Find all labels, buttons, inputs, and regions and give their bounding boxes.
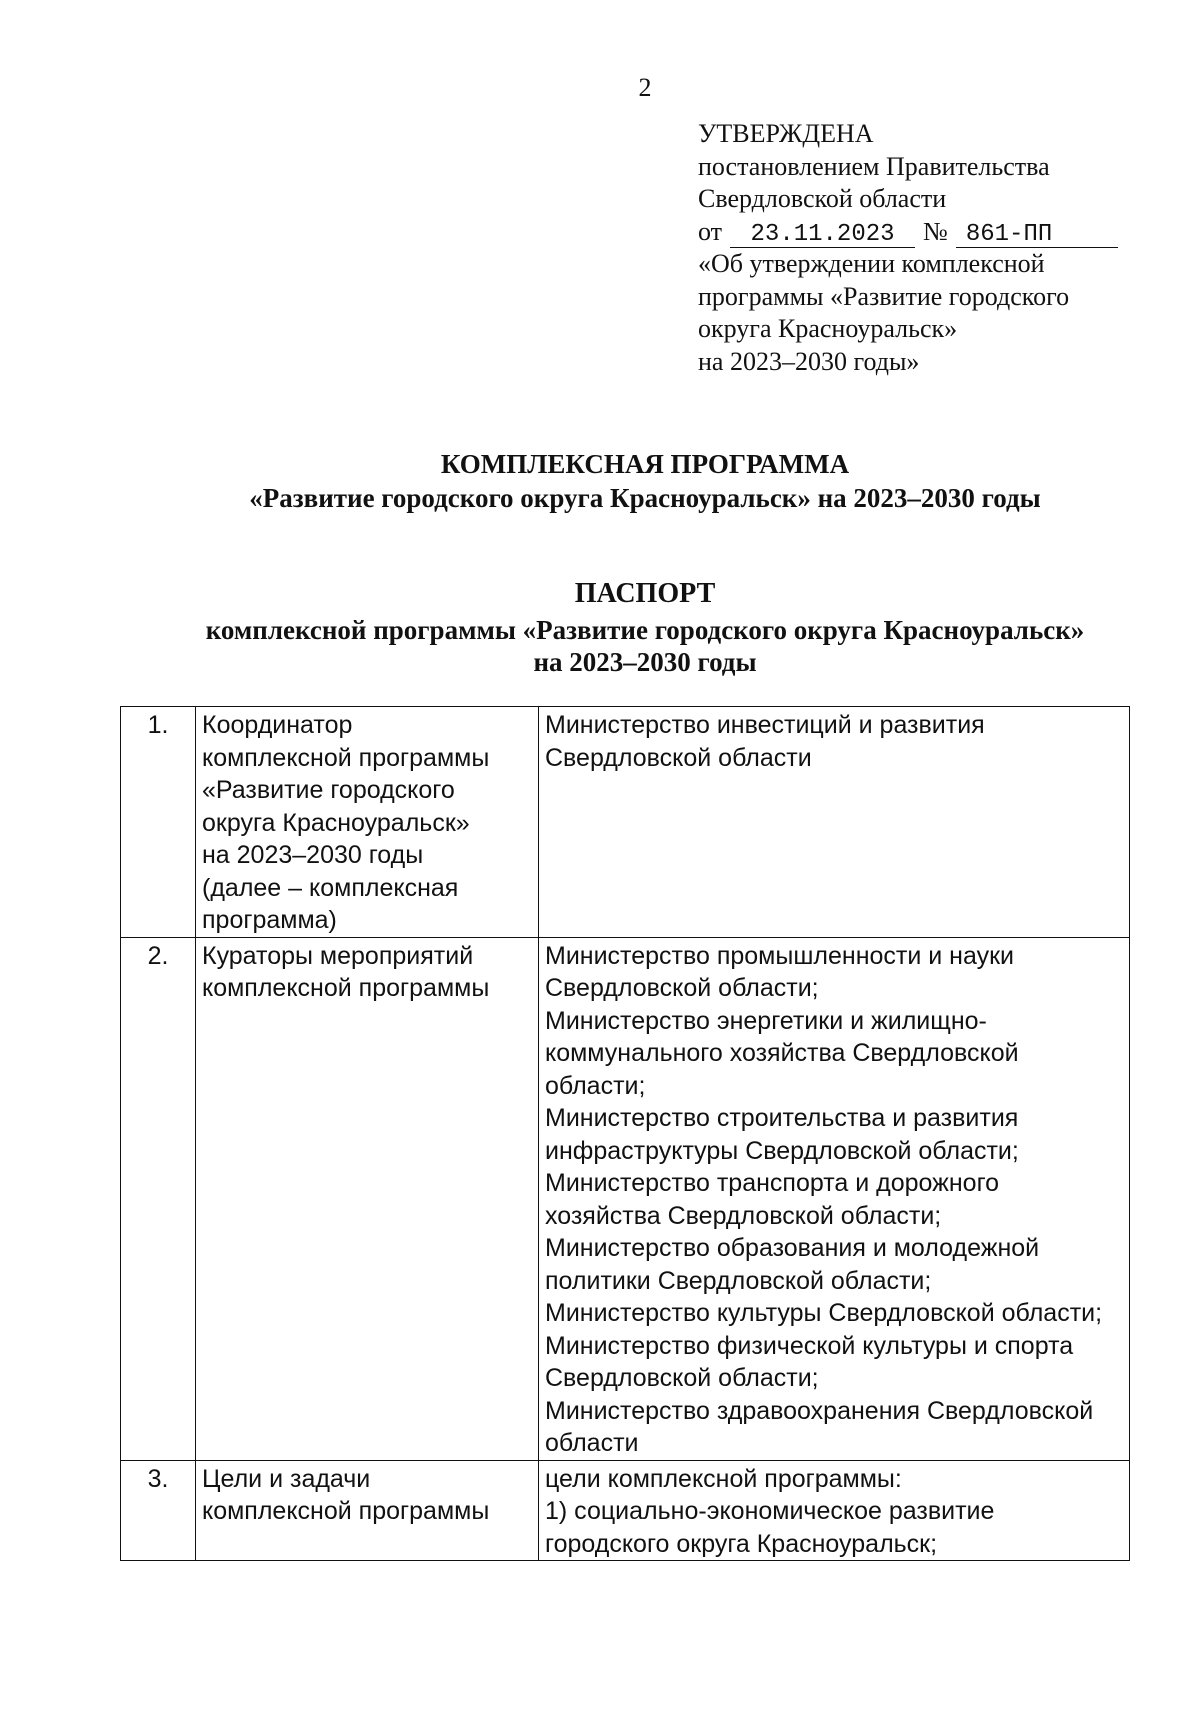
program-subtitle: «Развитие городского округа Красноуральск» на 2023–2030 годы [249, 483, 1041, 513]
row-value-line: области [545, 1429, 639, 1457]
passport-table [120, 706, 1130, 1561]
row-value [539, 937, 1130, 1460]
passport-subtitle: на 2023–2030 годы [533, 647, 757, 677]
row-value-line: 1) социально-экономическое развитие [545, 1497, 995, 1525]
row-label-line: комплексной программы [202, 974, 490, 1002]
row-value-line: Министерство строительства и развития [545, 1104, 1019, 1132]
row-label [196, 1460, 539, 1561]
row-value-line: коммунального хозяйства Свердловской [545, 1039, 1019, 1067]
row-value-line: хозяйства Свердловской области; [545, 1201, 942, 1230]
row-number: 1. [121, 707, 196, 938]
approval-line: округа Красноуральск» [698, 314, 958, 343]
table-row [121, 937, 1130, 1460]
table-row [121, 707, 1130, 938]
row-value-line: области; [545, 1071, 646, 1100]
row-value-line: Свердловской области; [545, 1364, 819, 1392]
page-number: 2 [638, 73, 652, 102]
row-label-line: комплексной программы [202, 743, 490, 772]
passport-title: ПАСПОРТ [574, 578, 716, 609]
row-value-line: Свердловской области [545, 743, 812, 772]
number-sign: № [923, 216, 948, 246]
row-value [539, 1460, 1130, 1561]
row-value-line: цели комплексной программы: [545, 1464, 902, 1493]
approval-line: «Об утверждении комплексной [698, 249, 1045, 278]
row-label [196, 707, 539, 938]
approval-line: на 2023–2030 годы» [698, 346, 920, 376]
approval-line: постановлением Правительства [698, 151, 1050, 181]
row-value-line: Министерство образования и молодежной [545, 1234, 1040, 1262]
row-number: 2. [121, 937, 196, 1460]
row-label [196, 937, 539, 1460]
date-prefix: от [698, 216, 723, 246]
decree-number: 861-ПП [956, 223, 1118, 248]
row-label-line: программа) [202, 906, 337, 934]
table-row [121, 1460, 1130, 1561]
row-value-line: инфраструктуры Свердловской области; [545, 1136, 1019, 1165]
row-value-line: Министерство здравоохранения Свердловской [545, 1396, 1094, 1425]
row-label-line: Кураторы мероприятий [202, 941, 474, 970]
approval-line: программы «Развитие городского [698, 281, 1070, 311]
row-value-line: Министерство культуры Свердловской области; [545, 1299, 1103, 1327]
row-value [539, 707, 1130, 938]
row-value-line: Министерство энергетики и жилищно- [545, 1006, 987, 1035]
row-value-line: Министерство промышленности и науки [545, 941, 1015, 970]
row-value-line: Министерство транспорта и дорожного [545, 1169, 1000, 1197]
row-label-line: на 2023–2030 годы [202, 841, 424, 869]
row-label-line: Координатор [202, 711, 353, 739]
passport-subtitle: комплексной программы «Развитие городского округа Красноуральск» [205, 615, 1085, 645]
approval-heading: УТВЕРЖДЕНА [698, 119, 874, 148]
row-label-line: (далее – комплексная [202, 873, 459, 902]
row-label-line: Цели и задачи [202, 1464, 371, 1493]
row-value-line: Министерство инвестиций и развития [545, 711, 985, 739]
decree-date: 23.11.2023 [730, 223, 915, 248]
approval-stamp [698, 118, 1118, 378]
program-title: КОМПЛЕКСНАЯ ПРОГРАММА [440, 449, 850, 479]
row-value-line: Свердловской области; [545, 974, 819, 1002]
row-value-line: Министерство физической культуры и спорта [545, 1331, 1074, 1360]
approval-date-line [698, 216, 1118, 249]
row-value-line: городского округа Красноуральск; [545, 1529, 938, 1558]
row-number: 3. [121, 1460, 196, 1561]
row-label-line: округа Красноуральск» [202, 808, 470, 837]
row-label-line: комплексной программы [202, 1497, 490, 1525]
approval-line: Свердловской области [698, 184, 947, 213]
row-value-line: политики Свердловской области; [545, 1266, 932, 1295]
row-label-line: «Развитие городского [202, 776, 455, 804]
